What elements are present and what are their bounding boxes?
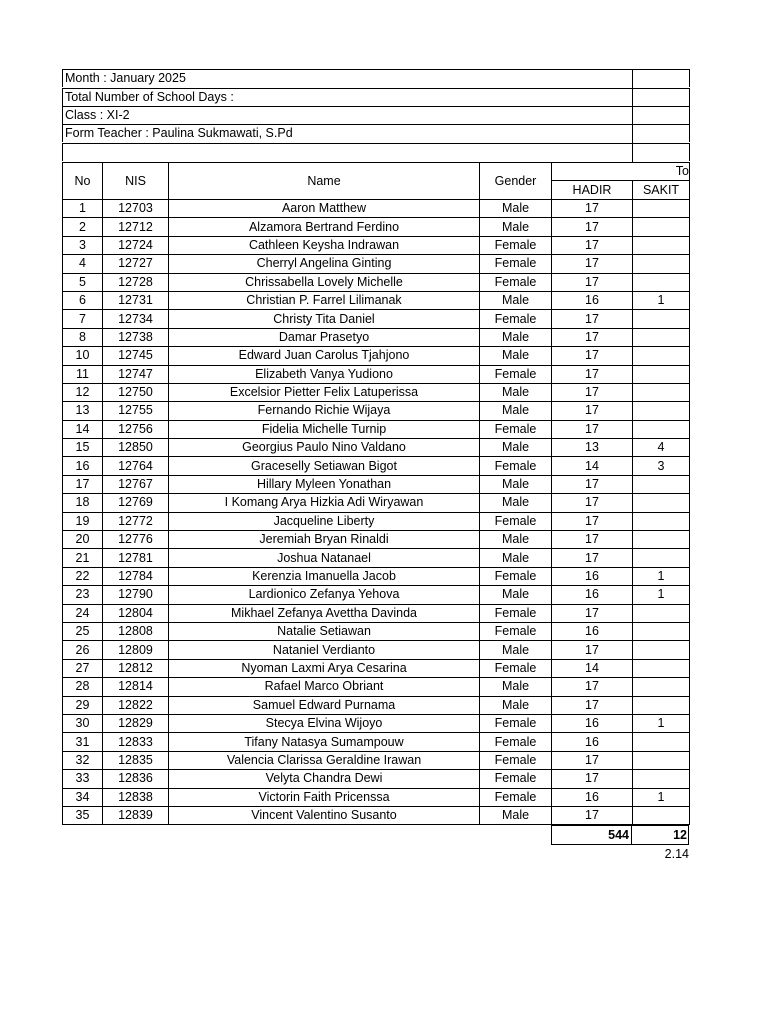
table-row	[63, 347, 690, 365]
teacher-row	[62, 124, 690, 142]
cell-no: 14	[63, 420, 103, 438]
table-row	[63, 641, 690, 659]
cell-nis: 12781	[103, 549, 169, 567]
cell-no: 32	[63, 751, 103, 769]
cell-nis: 12712	[103, 218, 169, 236]
cell-hadir: 16	[552, 586, 633, 604]
cell-hadir: 17	[552, 806, 633, 824]
cell-no: 18	[63, 494, 103, 512]
school-days-label: Total Number of School Days :	[65, 90, 234, 104]
cell-name: Alzamora Bertrand Ferdino	[169, 218, 480, 236]
cell-hadir: 17	[552, 310, 633, 328]
table-row	[63, 788, 690, 806]
table-row	[63, 457, 690, 475]
cell-gender: Female	[480, 255, 552, 273]
cell-hadir: 17	[552, 420, 633, 438]
cell-name: Aaron Matthew	[169, 200, 480, 218]
table-row	[63, 696, 690, 714]
cell-nis: 12767	[103, 475, 169, 493]
table-row	[63, 567, 690, 585]
cell-hadir: 17	[552, 347, 633, 365]
class-side-cell	[632, 107, 691, 125]
table-row	[63, 733, 690, 751]
cell-name: Vincent Valentino Susanto	[169, 806, 480, 824]
cell-no: 12	[63, 383, 103, 401]
cell-sakit: 4	[633, 439, 690, 457]
cell-name: Georgius Paulo Nino Valdano	[169, 439, 480, 457]
cell-nis: 12747	[103, 365, 169, 383]
cell-hadir: 17	[552, 678, 633, 696]
cell-gender: Male	[480, 200, 552, 218]
cell-no: 19	[63, 512, 103, 530]
cell-sakit	[633, 255, 690, 273]
cell-nis: 12731	[103, 291, 169, 309]
cell-gender: Male	[480, 291, 552, 309]
cell-name: Cathleen Keysha Indrawan	[169, 236, 480, 254]
cell-hadir: 17	[552, 549, 633, 567]
cell-hadir: 17	[552, 383, 633, 401]
cell-no: 15	[63, 439, 103, 457]
cell-no: 11	[63, 365, 103, 383]
cell-no: 7	[63, 310, 103, 328]
cell-sakit	[633, 770, 690, 788]
cell-name: Tifany Natasya Sumampouw	[169, 733, 480, 751]
cell-no: 25	[63, 622, 103, 640]
cell-hadir: 17	[552, 365, 633, 383]
table-row	[63, 255, 690, 273]
cell-nis: 12776	[103, 531, 169, 549]
cell-sakit	[633, 365, 690, 383]
cell-gender: Female	[480, 788, 552, 806]
cell-gender: Male	[480, 494, 552, 512]
cell-name: Christy Tita Daniel	[169, 310, 480, 328]
table-row	[63, 383, 690, 401]
cell-sakit	[633, 622, 690, 640]
cell-gender: Male	[480, 678, 552, 696]
cell-sakit	[633, 420, 690, 438]
cell-sakit	[633, 678, 690, 696]
cell-no: 20	[63, 531, 103, 549]
cell-hadir: 17	[552, 236, 633, 254]
cell-gender: Male	[480, 383, 552, 401]
cell-nis: 12804	[103, 604, 169, 622]
cell-nis: 12769	[103, 494, 169, 512]
table-row	[63, 806, 690, 824]
cell-name: Damar Prasetyo	[169, 328, 480, 346]
cell-nis: 12745	[103, 347, 169, 365]
table-row	[63, 512, 690, 530]
cell-name: I Komang Arya Hizkia Adi Wiryawan	[169, 494, 480, 512]
cell-sakit	[633, 236, 690, 254]
cell-nis: 12808	[103, 622, 169, 640]
cell-sakit	[633, 475, 690, 493]
cell-name: Cherryl Angelina Ginting	[169, 255, 480, 273]
cell-name: Graceselly Setiawan Bigot	[169, 457, 480, 475]
cell-gender: Male	[480, 218, 552, 236]
cell-sakit	[633, 218, 690, 236]
cell-hadir: 14	[552, 659, 633, 677]
cell-nis: 12836	[103, 770, 169, 788]
attendance-table	[62, 162, 690, 825]
cell-hadir: 17	[552, 255, 633, 273]
table-row	[63, 439, 690, 457]
cell-hadir: 16	[552, 567, 633, 585]
cell-no: 27	[63, 659, 103, 677]
cell-nis: 12738	[103, 328, 169, 346]
cell-name: Stecya Elvina Wijoyo	[169, 714, 480, 732]
cell-name: Velyta Chandra Dewi	[169, 770, 480, 788]
cell-sakit	[633, 347, 690, 365]
cell-hadir: 17	[552, 200, 633, 218]
cell-hadir: 17	[552, 328, 633, 346]
table-row	[63, 310, 690, 328]
cell-name: Nyoman Laxmi Arya Cesarina	[169, 659, 480, 677]
cell-sakit	[633, 494, 690, 512]
cell-name: Lardionico Zefanya Yehova	[169, 586, 480, 604]
cell-name: Nataniel Verdianto	[169, 641, 480, 659]
cell-gender: Male	[480, 328, 552, 346]
cell-gender: Female	[480, 659, 552, 677]
table-row	[63, 770, 690, 788]
cell-no: 5	[63, 273, 103, 291]
table-row	[63, 622, 690, 640]
cell-name: Chrissabella Lovely Michelle	[169, 273, 480, 291]
cell-nis: 12734	[103, 310, 169, 328]
cell-sakit: 1	[633, 567, 690, 585]
cell-hadir: 16	[552, 788, 633, 806]
cell-hadir: 16	[552, 622, 633, 640]
blank-row	[62, 143, 690, 161]
table-row	[63, 218, 690, 236]
cell-gender: Female	[480, 365, 552, 383]
cell-hadir: 16	[552, 714, 633, 732]
cell-sakit	[633, 696, 690, 714]
cell-nis: 12756	[103, 420, 169, 438]
cell-hadir: 17	[552, 512, 633, 530]
cell-gender: Male	[480, 439, 552, 457]
class-label: Class : XI-2	[65, 108, 130, 122]
table-body	[63, 200, 690, 825]
cell-no: 8	[63, 328, 103, 346]
teacher-side-cell	[632, 125, 691, 143]
cell-nis: 12839	[103, 806, 169, 824]
cell-sakit	[633, 806, 690, 824]
cell-name: Christian P. Farrel Lilimanak	[169, 291, 480, 309]
cell-gender: Male	[480, 402, 552, 420]
cell-nis: 12750	[103, 383, 169, 401]
cell-no: 28	[63, 678, 103, 696]
cell-sakit	[633, 310, 690, 328]
cell-nis: 12790	[103, 586, 169, 604]
table-row	[63, 549, 690, 567]
cell-sakit	[633, 273, 690, 291]
cell-nis: 12850	[103, 439, 169, 457]
table-row	[63, 475, 690, 493]
cell-gender: Male	[480, 696, 552, 714]
school-days-side-cell	[632, 89, 691, 107]
cell-gender: Female	[480, 770, 552, 788]
table-row	[63, 659, 690, 677]
cell-gender: Female	[480, 512, 552, 530]
table-row	[63, 531, 690, 549]
blank-side-cell	[632, 144, 691, 162]
total-hadir: 544	[552, 826, 632, 844]
cell-no: 24	[63, 604, 103, 622]
col-nis: NIS	[103, 163, 169, 200]
cell-nis: 12728	[103, 273, 169, 291]
col-gender: Gender	[480, 163, 552, 200]
table-row	[63, 751, 690, 769]
cell-gender: Female	[480, 236, 552, 254]
cell-sakit	[633, 751, 690, 769]
cell-sakit	[633, 383, 690, 401]
cell-gender: Female	[480, 604, 552, 622]
cell-sakit	[633, 659, 690, 677]
cell-nis: 12764	[103, 457, 169, 475]
table-row	[63, 420, 690, 438]
cell-no: 29	[63, 696, 103, 714]
month-row	[62, 69, 690, 87]
cell-gender: Female	[480, 310, 552, 328]
cell-no: 33	[63, 770, 103, 788]
cell-name: Elizabeth Vanya Yudiono	[169, 365, 480, 383]
cell-gender: Female	[480, 751, 552, 769]
table-row	[63, 678, 690, 696]
class-row	[62, 106, 690, 124]
cell-nis: 12814	[103, 678, 169, 696]
cell-hadir: 14	[552, 457, 633, 475]
cell-no: 17	[63, 475, 103, 493]
table-row	[63, 365, 690, 383]
cell-no: 30	[63, 714, 103, 732]
cell-no: 21	[63, 549, 103, 567]
cell-gender: Female	[480, 733, 552, 751]
cell-nis: 12784	[103, 567, 169, 585]
cell-name: Samuel Edward Purnama	[169, 696, 480, 714]
cell-gender: Female	[480, 420, 552, 438]
col-name: Name	[169, 163, 480, 200]
cell-name: Natalie Setiawan	[169, 622, 480, 640]
cell-name: Jeremiah Bryan Rinaldi	[169, 531, 480, 549]
cell-sakit	[633, 531, 690, 549]
table-row	[63, 328, 690, 346]
cell-name: Edward Juan Carolus Tjahjono	[169, 347, 480, 365]
cell-sakit: 1	[633, 788, 690, 806]
table-row	[63, 604, 690, 622]
cell-sakit	[633, 604, 690, 622]
cell-nis: 12809	[103, 641, 169, 659]
cell-no: 6	[63, 291, 103, 309]
cell-sakit: 3	[633, 457, 690, 475]
cell-sakit: 1	[633, 714, 690, 732]
school-days-row	[62, 88, 690, 106]
cell-name: Fernando Richie Wijaya	[169, 402, 480, 420]
teacher-label: Form Teacher : Paulina Sukmawati, S.Pd	[65, 126, 293, 140]
cell-name: Jacqueline Liberty	[169, 512, 480, 530]
cell-gender: Female	[480, 457, 552, 475]
cell-gender: Female	[480, 714, 552, 732]
cell-no: 22	[63, 567, 103, 585]
cell-sakit	[633, 733, 690, 751]
cell-name: Kerenzia Imanuella Jacob	[169, 567, 480, 585]
cell-sakit	[633, 512, 690, 530]
cell-hadir: 17	[552, 641, 633, 659]
col-total: To	[552, 163, 690, 181]
table-row	[63, 291, 690, 309]
cell-hadir: 17	[552, 696, 633, 714]
cell-gender: Male	[480, 641, 552, 659]
cell-name: Excelsior Pietter Felix Latuperissa	[169, 383, 480, 401]
cell-hadir: 17	[552, 494, 633, 512]
cell-gender: Female	[480, 567, 552, 585]
cell-hadir: 17	[552, 273, 633, 291]
cell-nis: 12829	[103, 714, 169, 732]
cell-gender: Male	[480, 531, 552, 549]
cell-hadir: 16	[552, 291, 633, 309]
cell-nis: 12772	[103, 512, 169, 530]
cell-no: 1	[63, 200, 103, 218]
cell-no: 16	[63, 457, 103, 475]
cell-gender: Male	[480, 347, 552, 365]
totals-row	[551, 825, 689, 845]
cell-no: 23	[63, 586, 103, 604]
cell-gender: Female	[480, 273, 552, 291]
table-row	[63, 714, 690, 732]
cell-gender: Male	[480, 475, 552, 493]
month-label: Month : January 2025	[65, 71, 186, 85]
cell-hadir: 17	[552, 751, 633, 769]
table-row	[63, 200, 690, 218]
table-row	[63, 402, 690, 420]
cell-name: Valencia Clarissa Geraldine Irawan	[169, 751, 480, 769]
cell-sakit	[633, 200, 690, 218]
cell-sakit	[633, 641, 690, 659]
col-sakit: SAKIT	[633, 181, 690, 200]
cell-no: 13	[63, 402, 103, 420]
total-sakit: 12	[673, 828, 687, 842]
cell-name: Fidelia Michelle Turnip	[169, 420, 480, 438]
cell-hadir: 17	[552, 218, 633, 236]
cell-hadir: 17	[552, 531, 633, 549]
cell-sakit	[633, 328, 690, 346]
cell-name: Mikhael Zefanya Avettha Davinda	[169, 604, 480, 622]
month-side-cell	[632, 70, 691, 88]
table-row	[63, 586, 690, 604]
table-row	[63, 273, 690, 291]
cell-hadir: 17	[552, 604, 633, 622]
cell-nis: 12724	[103, 236, 169, 254]
average-value: 2.14	[664, 847, 689, 861]
cell-no: 35	[63, 806, 103, 824]
cell-nis: 12727	[103, 255, 169, 273]
cell-no: 10	[63, 347, 103, 365]
cell-sakit: 1	[633, 291, 690, 309]
cell-nis: 12835	[103, 751, 169, 769]
cell-gender: Male	[480, 549, 552, 567]
cell-name: Hillary Myleen Yonathan	[169, 475, 480, 493]
col-no: No	[63, 163, 103, 200]
cell-gender: Male	[480, 806, 552, 824]
cell-name: Joshua Natanael	[169, 549, 480, 567]
cell-sakit	[633, 402, 690, 420]
cell-hadir: 13	[552, 439, 633, 457]
cell-no: 31	[63, 733, 103, 751]
cell-name: Rafael Marco Obriant	[169, 678, 480, 696]
cell-gender: Female	[480, 622, 552, 640]
cell-hadir: 16	[552, 733, 633, 751]
cell-sakit: 1	[633, 586, 690, 604]
cell-hadir: 17	[552, 402, 633, 420]
cell-no: 26	[63, 641, 103, 659]
cell-no: 3	[63, 236, 103, 254]
cell-hadir: 17	[552, 475, 633, 493]
table-row	[63, 236, 690, 254]
cell-nis: 12812	[103, 659, 169, 677]
cell-nis: 12838	[103, 788, 169, 806]
cell-no: 4	[63, 255, 103, 273]
table-row	[63, 494, 690, 512]
cell-nis: 12822	[103, 696, 169, 714]
cell-nis: 12703	[103, 200, 169, 218]
cell-sakit	[633, 549, 690, 567]
cell-nis: 12833	[103, 733, 169, 751]
cell-nis: 12755	[103, 402, 169, 420]
cell-name: Victorin Faith Pricenssa	[169, 788, 480, 806]
col-hadir: HADIR	[552, 181, 633, 200]
cell-no: 34	[63, 788, 103, 806]
cell-hadir: 17	[552, 770, 633, 788]
cell-gender: Male	[480, 586, 552, 604]
cell-no: 2	[63, 218, 103, 236]
